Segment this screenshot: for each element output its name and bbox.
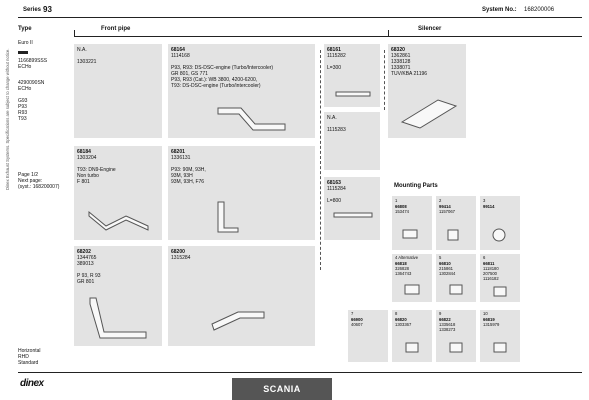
model-list: G93 P93 R93 T93 xyxy=(18,98,28,122)
mount-item-8[interactable]: 8 66820 1303367 xyxy=(392,310,432,362)
pipe-drawing xyxy=(208,302,268,332)
card-na-2[interactable]: N.A. 1115283 xyxy=(324,112,380,170)
euro-label: Euro II xyxy=(18,40,33,46)
clamp-icon xyxy=(402,282,422,298)
card-68184[interactable]: 68184 1303204 T93: DN9-Engine Non turbo F 801 xyxy=(74,146,162,240)
card-68201[interactable]: 68201 1336131 P93: 90M, 93H, 93M, 93H 93M, 93H, F76 xyxy=(168,146,315,240)
pipe-drawing xyxy=(334,84,374,102)
series-value: 93 xyxy=(43,5,52,14)
card-68164[interactable]: 68164 1114168 P93, R93: DS-DSC-engine (Turbo/Intercooler) GR 801, GS 771 P93, R93 (Cat.): WB 3800, 4200-6200, T93: DS-DSC-engine (Turbo/intercooler) xyxy=(168,44,315,138)
mount-item-5[interactable]: 5 66810 215861 1302844 xyxy=(436,254,476,302)
system-label: System No.: xyxy=(482,7,517,13)
mount-item-10[interactable]: 10 66819 1315979 xyxy=(480,310,520,362)
card-68161[interactable]: 68161 1115282 L=300 xyxy=(324,44,380,107)
bracket-icon xyxy=(490,340,510,356)
mounting-title: Mounting Parts xyxy=(394,183,438,189)
card-68202[interactable]: 68202 1344765 389013 P 93, R 93 GR 801 xyxy=(74,246,162,346)
footer-spec: Horizontal RHD Standard xyxy=(18,348,41,366)
card-68200[interactable]: 68200 1315284 xyxy=(168,246,315,346)
system-value: 168200006 xyxy=(524,7,555,13)
column-type: Type xyxy=(18,26,32,32)
bracket-icon xyxy=(446,340,466,356)
side-note: Dinex Exhaust Systems. Specifications are subject to change without notice. xyxy=(5,48,10,190)
pipe-drawing xyxy=(332,207,376,223)
ring-clamp-icon xyxy=(488,226,510,244)
pipe-drawing xyxy=(208,198,268,236)
pipe-drawing xyxy=(86,292,156,342)
bracket-icon xyxy=(444,226,466,244)
mount-item-7[interactable]: 7 66900 40607 xyxy=(348,310,388,362)
code-2: 4290090SN xyxy=(18,80,45,86)
card-68163[interactable]: 68163 1115284 L=800 xyxy=(324,177,380,240)
footer-rule xyxy=(18,372,582,373)
mount-item-2[interactable]: 2 99414 1157067 xyxy=(436,196,476,250)
card-na-1[interactable]: N.A. 1303221 xyxy=(74,44,162,138)
mount-item-9[interactable]: 9 66822 1335618 1338273 xyxy=(436,310,476,362)
mount-item-1[interactable]: 1 66808 153474 xyxy=(392,196,432,250)
clamp-icon xyxy=(490,284,510,300)
header-rule xyxy=(18,17,582,18)
silencer-drawing xyxy=(398,92,460,132)
column-silencer: Silencer xyxy=(418,26,442,32)
mount-item-4[interactable]: 4 Alternative 66818 326828 1364743 xyxy=(392,254,432,302)
clamp-icon xyxy=(400,226,422,244)
column-front-pipe: Front pipe xyxy=(101,26,131,32)
series-label: Series xyxy=(23,7,42,13)
code-1: 1166899SSS xyxy=(18,58,48,64)
scania-footer-label: SCANIA xyxy=(232,378,332,400)
clamp-icon xyxy=(446,282,466,298)
flag-icon xyxy=(18,51,28,54)
column-rule xyxy=(74,36,582,37)
bolt-icon xyxy=(402,340,422,356)
mount-item-6[interactable]: 6 66811 1118180 207500 1116182 xyxy=(480,254,520,302)
dinex-logo: dinex xyxy=(20,378,44,389)
mount-item-3[interactable]: 3 99114 xyxy=(480,196,520,250)
page-info: Page 1/2 Next page: (syst.: 168200007) xyxy=(18,172,60,190)
pipe-drawing xyxy=(213,102,293,136)
pipe-drawing xyxy=(86,204,152,234)
card-68320[interactable]: 68320 1362861 1338128 1338071 TUV/KBA 21196 xyxy=(388,44,466,138)
